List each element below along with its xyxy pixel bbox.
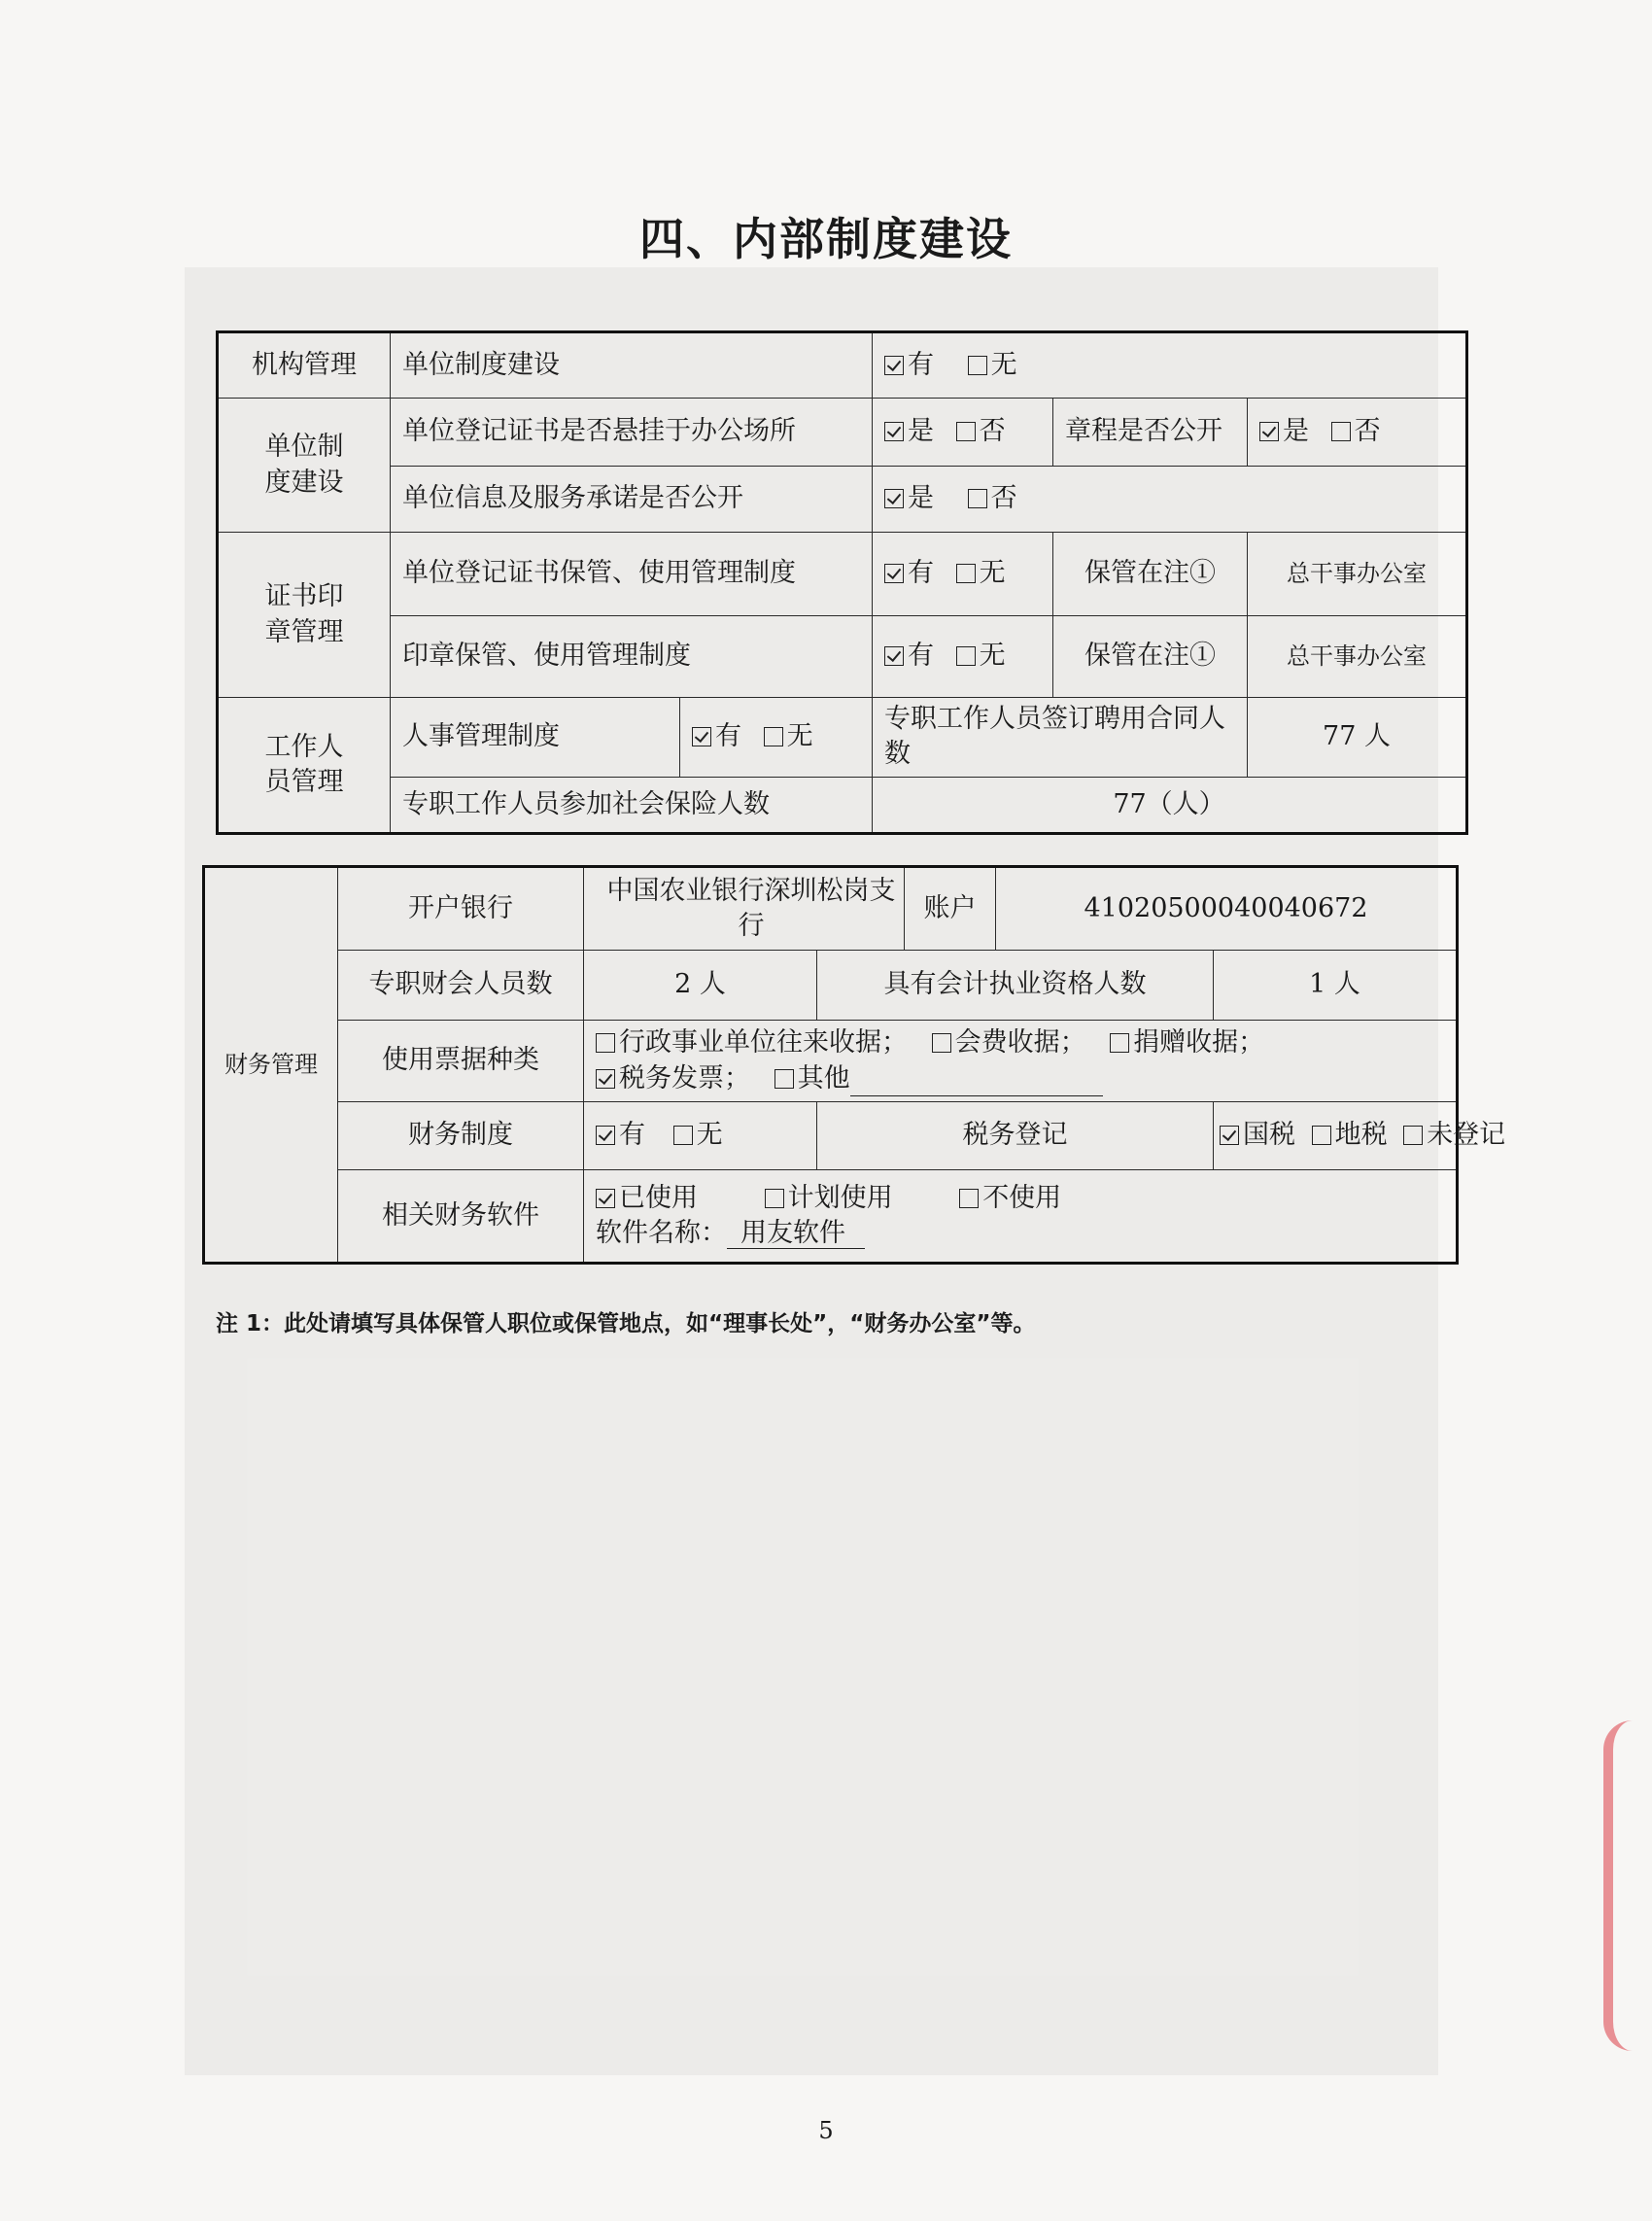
option-label: 未登记 xyxy=(1427,1120,1506,1151)
option-label: 是 xyxy=(908,483,934,514)
hr-system-label: 人事管理制度 xyxy=(391,698,680,778)
unit-system-options xyxy=(873,332,1467,399)
seal-mgmt-label: 印章保管、使用管理制度 xyxy=(391,616,873,698)
option-label: 国税 xyxy=(1243,1120,1295,1151)
section-label: 证书印章管理 xyxy=(264,581,344,647)
option-label: 否 xyxy=(990,483,1017,514)
table-row xyxy=(204,867,1458,951)
section-finance: 财务管理 xyxy=(204,867,338,1264)
checkbox[interactable] xyxy=(1259,422,1279,441)
fin-staff-count: 2 人 xyxy=(584,951,817,1021)
info-public-options xyxy=(873,467,1467,533)
fin-system-label: 财务制度 xyxy=(338,1102,584,1170)
table-row xyxy=(204,951,1458,1021)
checkbox[interactable] xyxy=(884,564,904,583)
option-label: 行政事业单位往来收据； xyxy=(619,1027,908,1058)
cert-hung-label: 单位登记证书是否悬挂于办公场所 xyxy=(391,399,873,467)
contract-count: 77 人 xyxy=(1248,698,1467,778)
software-options xyxy=(584,1170,1458,1264)
unit-system-label: 单位制度建设 xyxy=(391,332,873,399)
internal-system-table xyxy=(216,330,1468,835)
bank-name xyxy=(584,867,905,951)
option-label: 不使用 xyxy=(982,1182,1062,1213)
receipt-label: 使用票据种类 xyxy=(338,1021,584,1102)
table-row xyxy=(218,777,1467,833)
option-label: 计划使用 xyxy=(787,1182,893,1213)
bank-label: 开户银行 xyxy=(338,867,584,951)
section-unit-system xyxy=(218,399,391,533)
checkbox[interactable] xyxy=(1220,1126,1239,1145)
cert-hung-options xyxy=(873,399,1053,467)
option-label: 是 xyxy=(1283,416,1309,447)
fin-staff-label: 专职财会人员数 xyxy=(338,951,584,1021)
hr-system-options xyxy=(680,698,873,778)
table-row xyxy=(218,467,1467,533)
checkbox[interactable] xyxy=(673,1126,693,1145)
section-cert-seal xyxy=(218,533,391,698)
qualified-label: 具有会计执业资格人数 xyxy=(817,951,1214,1021)
account-number: 41020500040040672 xyxy=(996,867,1458,951)
checkbox[interactable] xyxy=(968,489,987,508)
checkbox[interactable] xyxy=(1312,1126,1331,1145)
option-label: 已使用 xyxy=(619,1182,698,1213)
option-label: 有 xyxy=(908,558,934,589)
fin-system-options xyxy=(584,1102,817,1170)
checkbox[interactable] xyxy=(1331,422,1351,441)
kept-at-label: 保管在注① xyxy=(1053,533,1248,616)
checkbox[interactable] xyxy=(692,727,711,746)
table-row xyxy=(204,1102,1458,1170)
tax-reg-label: 税务登记 xyxy=(817,1102,1214,1170)
table-row xyxy=(218,616,1467,698)
page-number: 5 xyxy=(818,2117,834,2144)
other-input-line[interactable] xyxy=(850,1070,1103,1096)
option-label: 否 xyxy=(979,416,1006,447)
seal-keeper: 总干事办公室 xyxy=(1248,616,1467,698)
option-label: 税务发票； xyxy=(619,1062,750,1093)
table-row xyxy=(218,698,1467,778)
contract-count-label: 专职工作人员签订聘用合同人数 xyxy=(873,698,1248,778)
software-name-label: 软件名称： xyxy=(596,1218,727,1248)
option-label: 否 xyxy=(1354,416,1381,447)
table-row xyxy=(218,533,1467,616)
checkbox[interactable] xyxy=(884,422,904,441)
checkbox[interactable] xyxy=(764,727,783,746)
checkbox[interactable] xyxy=(956,422,976,441)
charter-public-options xyxy=(1248,399,1467,467)
option-label: 无 xyxy=(786,721,813,752)
checkbox[interactable] xyxy=(596,1189,615,1208)
checkbox[interactable] xyxy=(596,1126,615,1145)
seal-mgmt-options xyxy=(873,616,1053,698)
checkbox[interactable] xyxy=(1110,1033,1129,1053)
cert-mgmt-options xyxy=(873,533,1053,616)
option-label: 其他 xyxy=(797,1062,850,1093)
table-row xyxy=(218,332,1467,399)
tax-reg-options xyxy=(1214,1102,1506,1170)
kept-at-label: 保管在注① xyxy=(1053,616,1248,698)
checkbox[interactable] xyxy=(956,564,976,583)
option-label: 有 xyxy=(619,1120,645,1151)
red-seal-edge xyxy=(1603,1720,1652,2051)
software-name[interactable]: 用友软件 xyxy=(727,1218,865,1249)
option-label: 有 xyxy=(908,641,934,672)
checkbox[interactable] xyxy=(968,356,987,375)
option-label: 有 xyxy=(908,349,934,380)
section-label: 单位制度建设 xyxy=(264,432,344,498)
cert-mgmt-label: 单位登记证书保管、使用管理制度 xyxy=(391,533,873,616)
option-label: 无 xyxy=(696,1120,723,1151)
section-label: 工作人员管理 xyxy=(264,731,344,797)
page-title: 四、内部制度建设 xyxy=(639,213,1013,265)
option-label: 无 xyxy=(990,349,1017,380)
option-label: 地税 xyxy=(1334,1120,1388,1151)
option-label: 无 xyxy=(979,558,1006,589)
checkbox[interactable] xyxy=(774,1069,794,1089)
table-row xyxy=(218,399,1467,467)
checkbox[interactable] xyxy=(959,1189,979,1208)
checkbox[interactable] xyxy=(884,646,904,666)
checkbox[interactable] xyxy=(765,1189,784,1208)
section-staff xyxy=(218,698,391,834)
table-row xyxy=(204,1170,1458,1264)
option-label: 有 xyxy=(715,721,741,752)
footnote: 注 1：此处请填写具体保管人职位或保管地点，如“理事长处”，“财务办公室”等。 xyxy=(216,1311,1036,1336)
checkbox[interactable] xyxy=(596,1069,615,1089)
org-mgmt-label: 机构管理 xyxy=(218,332,391,399)
checkbox[interactable] xyxy=(932,1033,951,1053)
checkbox[interactable] xyxy=(956,646,976,666)
option-label: 捐赠收据； xyxy=(1133,1027,1265,1058)
option-label: 是 xyxy=(908,416,934,447)
software-label: 相关财务软件 xyxy=(338,1170,584,1264)
insurance-label: 专职工作人员参加社会保险人数 xyxy=(391,777,873,833)
bank-name-text: 中国农业银行深圳松岗支行 xyxy=(606,875,896,941)
receipt-options xyxy=(584,1021,1458,1102)
qualified-count: 1 人 xyxy=(1214,951,1458,1021)
finance-table xyxy=(202,865,1506,1265)
checkbox[interactable] xyxy=(596,1033,615,1053)
checkbox[interactable] xyxy=(884,356,904,375)
account-label: 账户 xyxy=(905,867,996,951)
option-label: 无 xyxy=(979,641,1006,672)
cert-keeper: 总干事办公室 xyxy=(1248,533,1467,616)
charter-public-label: 章程是否公开 xyxy=(1053,399,1248,467)
checkbox[interactable] xyxy=(884,489,904,508)
info-public-label: 单位信息及服务承诺是否公开 xyxy=(391,467,873,533)
insurance-count: 77（人） xyxy=(873,777,1467,833)
checkbox[interactable] xyxy=(1403,1126,1423,1145)
option-label: 会费收据； xyxy=(954,1027,1086,1058)
table-row xyxy=(204,1021,1458,1102)
